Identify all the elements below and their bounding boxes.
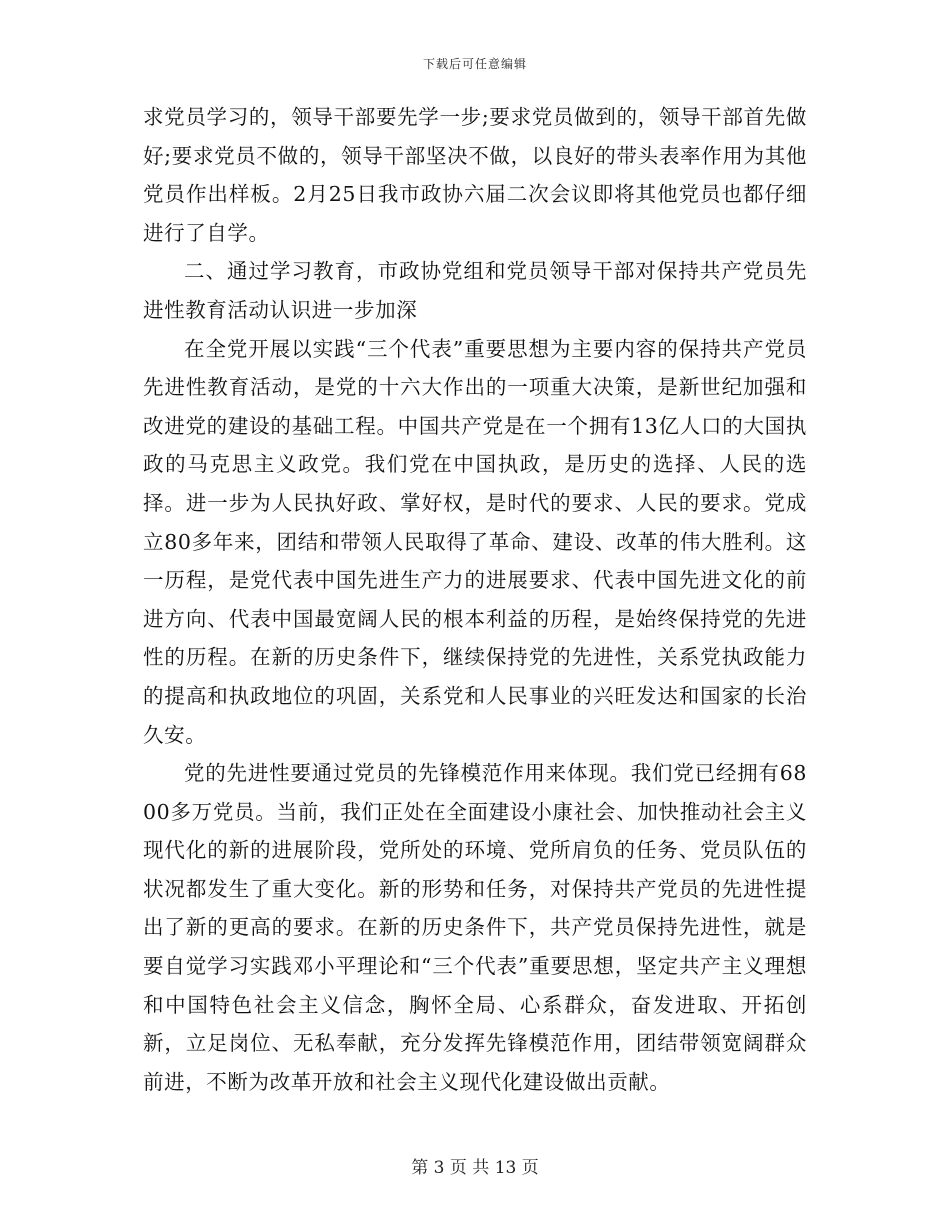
page-header-note: 下载后可任意编辑 — [422, 57, 527, 71]
paragraph-body: 在全党开展以实践“三个代表”重要思想为主要内容的保持共产党员先进性教育活动，是党的十六大作出的一项重大决策，是新世纪加强和改进党的建设的基础工程。中国共产党是在一个拥有13亿人口的大国执政的马克思主义政党。我们党在中国执政，是历史的选择、人民的选择。进一步为人民执好政、掌好权，是时代的要求、人民的要求。党成立80多年来，团结和带领人民取得了革命、建设、改革的伟大胜利。这一历程，是党代表中国先进生产力的进展要求、代表中国先进文化的前进方向、代表中国最宽阔人民的根本利益的历程，是始终保持党的先进性的历程。在新的历史条件下，继续保持党的先进性，关系党执政能力的提高和执政地位的巩固，关系党和人民事业的兴旺发达和国家的长治久安。 — [143, 336, 807, 747]
document-body — [143, 98, 807, 1101]
paragraph-continuation: 求党员学习的，领导干部要先学一步;要求党员做到的，领导干部首先做好;要求党员不做的，领导干部坚决不做，以良好的带头表率作用为其他党员作出样板。2月25日我市政协六届二次会议即将其他党员也都仔细进行了自学。 — [143, 105, 807, 245]
section-heading: 二、通过学习教育，市政协党组和党员领导干部对保持共产党员先进性教育活动认识进一步加深 — [143, 259, 807, 322]
paragraph-body: 党的先进性要通过党员的先锋模范作用来体现。我们党已经拥有6800多万党员。当前，我们正处在全面建设小康社会、加快推动社会主义现代化的新的进展阶段，党所处的环境、党所肩负的任务、党员队伍的状况都发生了重大变化。新的形势和任务，对保持共产党员的先进性提出了新的更高的要求。在新的历史条件下，共产党员保持先进性，就是要自觉学习实践邓小平理论和“三个代表”重要思想，坚定共产主义理想和中国特色社会主义信念，胸怀全局、心系群众，奋发进取、开拓创新，立足岗位、无私奉献，充分发挥先锋模范作用，团结带领宽阔群众前进，不断为改革开放和社会主义现代化建设做出贡献。 — [143, 761, 807, 1094]
page-number: 第 3 页 共 13 页 — [411, 1158, 539, 1178]
